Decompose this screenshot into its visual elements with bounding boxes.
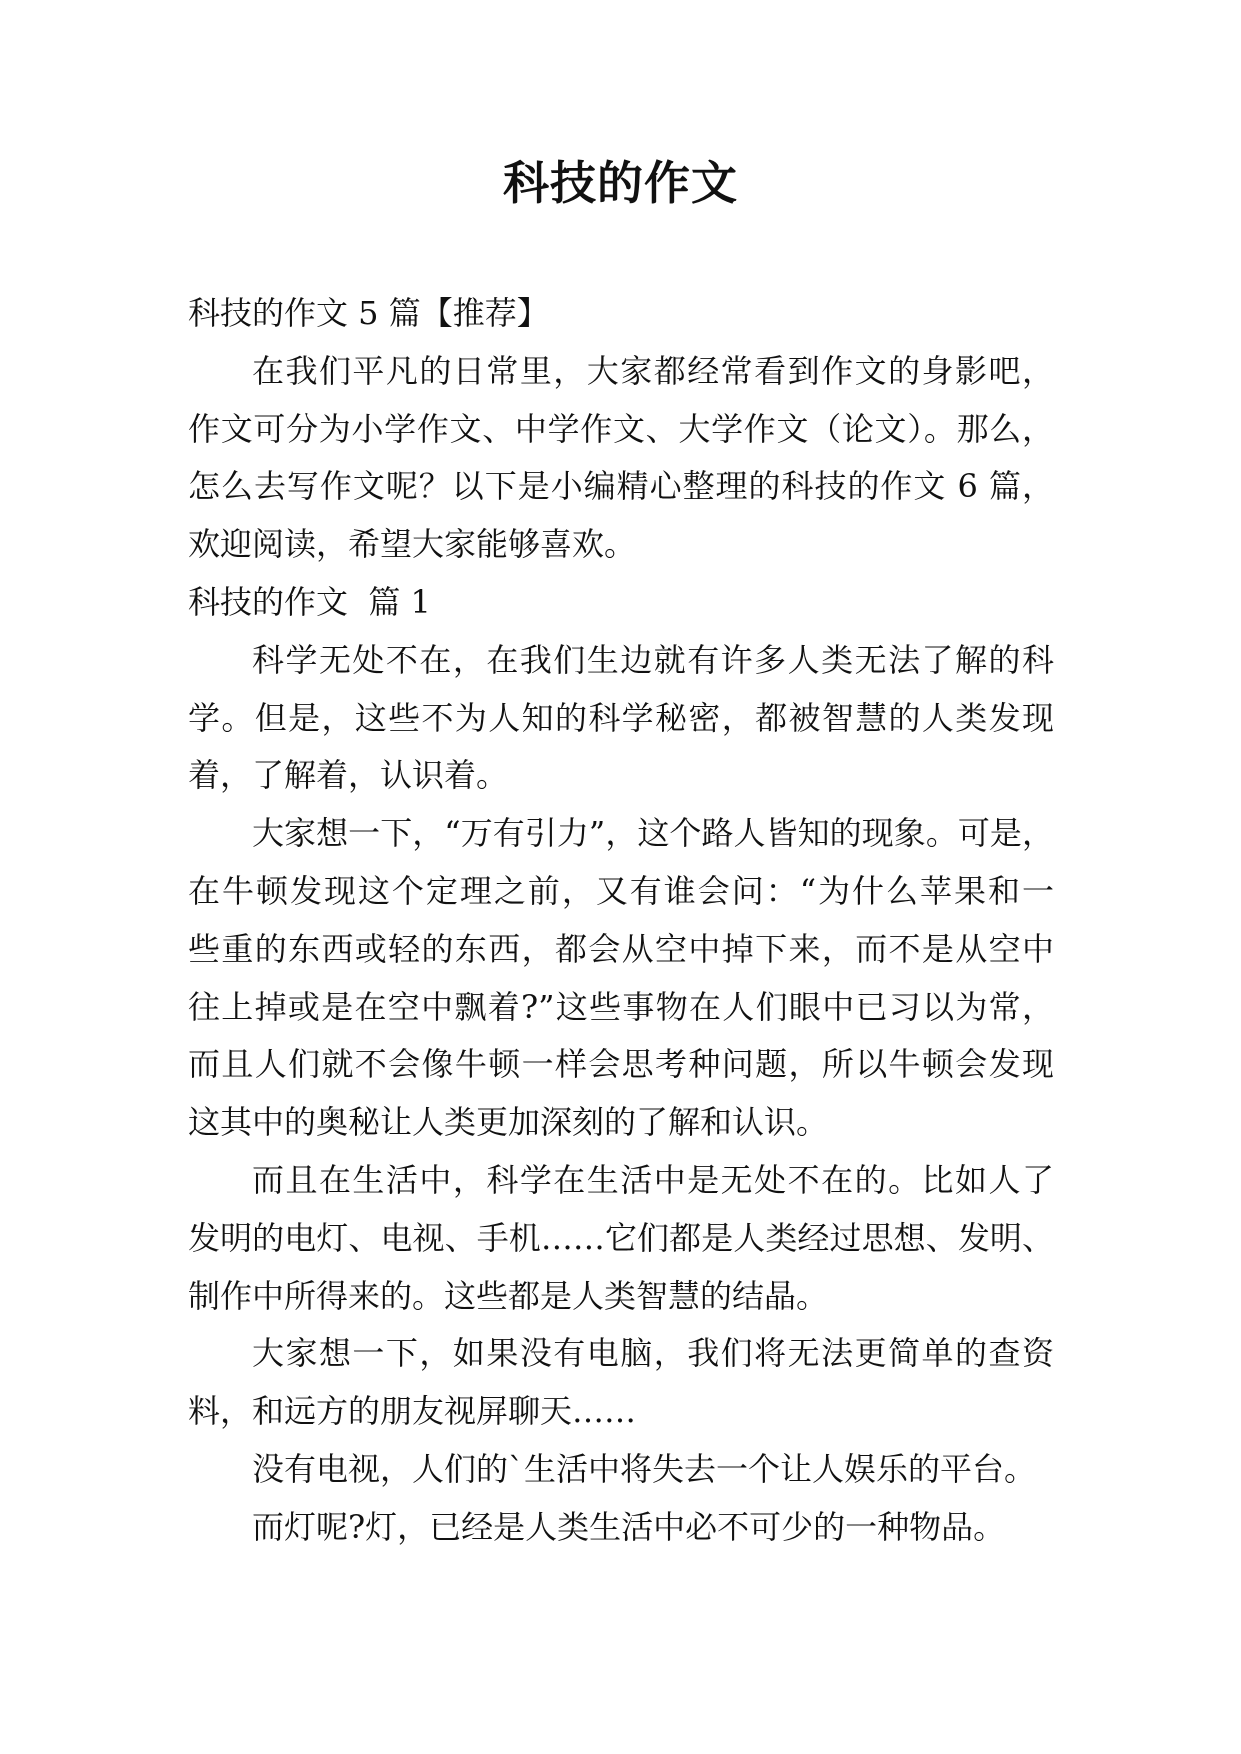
intro-paragraph	[188, 343, 1054, 574]
document-subtitle: 科技的作文 5 篇【推荐】	[188, 294, 549, 332]
body-paragraph	[188, 805, 1054, 1152]
text-line: 在我们平凡的日常里，大家都经常看到作文的身影吧，	[252, 351, 1054, 390]
body-paragraph	[188, 1152, 1054, 1325]
text-line: 在牛顿发现这个定理之前，又有谁会问：“为什么苹果和一	[188, 871, 1054, 910]
text-line: 料，和远方的朋友视屏聊天……	[188, 1392, 637, 1431]
text-line: 而且人们就不会像牛顿一样会思考种问题，所以牛顿会发现	[188, 1045, 1054, 1084]
text-line: 而灯呢?灯，已经是人类生活中必不可少的一种物品。	[252, 1507, 1006, 1546]
text-line: 没有电视，人们的`生活中将失去一个让人娱乐的平台。	[252, 1449, 1037, 1488]
text-line: 怎么去写作文呢？以下是小编精心整理的科技的作文 6 篇，	[188, 467, 1054, 506]
text-line: 往上掉或是在空中飘着?”这些事物在人们眼中已习以为常，	[188, 987, 1054, 1026]
body-paragraph	[188, 1325, 1054, 1441]
text-line: 这其中的奥秘让人类更加深刻的了解和认识。	[188, 1103, 829, 1142]
section-heading: 科技的作文 篇 1	[188, 582, 431, 621]
text-line: 大家想一下，“万有引力”，这个路人皆知的现象。可是，	[252, 814, 1054, 853]
body-paragraph	[188, 1441, 1054, 1499]
text-line: 发明的电灯、电视、手机……它们都是人类经过思想、发明、	[188, 1218, 1054, 1257]
text-line: 科学无处不在，在我们生边就有许多人类无法了解的科	[252, 640, 1054, 679]
document-title: 科技的作文	[503, 156, 738, 210]
text-line: 些重的东西或轻的东西，都会从空中掉下来，而不是从空中	[188, 929, 1054, 968]
text-line: 大家想一下，如果没有电脑，我们将无法更简单的查资	[252, 1334, 1054, 1373]
text-line: 欢迎阅读，希望大家能够喜欢。	[188, 525, 637, 564]
text-line: 学。但是，这些不为人知的科学秘密，都被智慧的人类发现	[188, 698, 1054, 737]
text-line: 而且在生活中，科学在生活中是无处不在的。比如人了	[252, 1160, 1054, 1199]
body-paragraph	[188, 632, 1054, 805]
text-line: 着，了解着，认识着。	[188, 756, 509, 795]
text-line: 制作中所得来的。这些都是人类智慧的结晶。	[188, 1276, 829, 1315]
text-line: 作文可分为小学作文、中学作文、大学作文（论文）。那么，	[188, 409, 1054, 448]
document-body	[188, 285, 1054, 1557]
body-paragraph	[188, 1499, 1054, 1557]
